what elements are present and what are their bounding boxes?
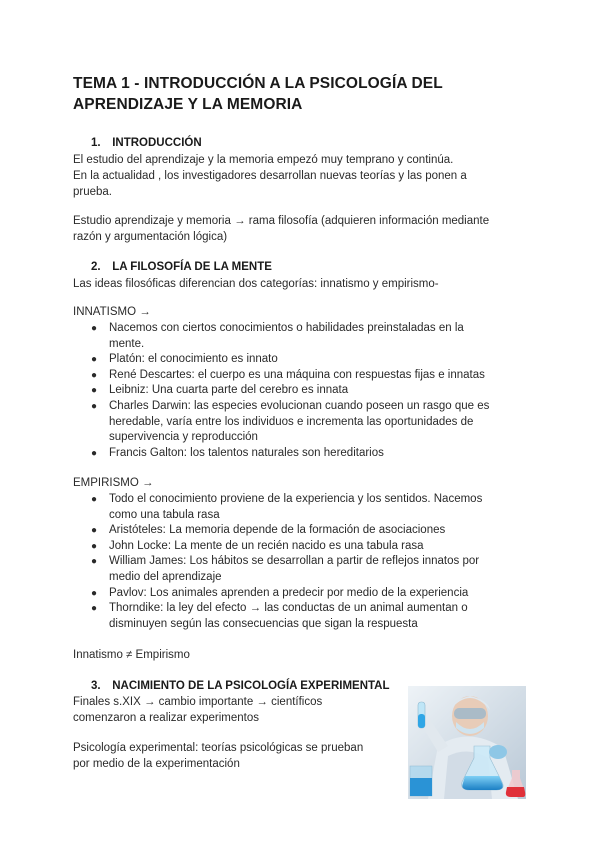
bullet-icon: ● [91, 556, 98, 568]
comparison-text: Innatismo ≠ Empirismo [73, 649, 190, 661]
section-1-paragraph-2 [73, 213, 533, 245]
bullet-icon: ● [91, 354, 98, 366]
page-title [73, 73, 543, 115]
bullet-text-line: heredable, varía entre los individuos e incrementa las oportunidades de [109, 415, 474, 428]
lab-scientist-photo [408, 686, 526, 799]
section-3-paragraph-1 [73, 694, 403, 726]
empirismo-item [73, 492, 523, 523]
innatismo-item [73, 446, 523, 462]
text-line: El estudio del aprendizaje y la memoria empezó muy temprano y continúa. [73, 154, 454, 166]
bullet-text-line: John Locke: La mente de un recién nacido es una tabula rasa [109, 539, 424, 552]
bullet-icon: ● [91, 540, 98, 552]
text-line: Estudio aprendizaje y memoria → rama filosofía (adquieren información mediante [73, 215, 490, 227]
bullet-icon: ● [91, 494, 98, 505]
section-2-heading [91, 261, 272, 273]
section-1-heading [91, 137, 202, 149]
section-3-number: 3. [91, 680, 101, 692]
bullet-text-line: Francis Galton: los talentos naturales son hereditarios [109, 446, 384, 459]
bullet-text-line: Platón: el conocimiento es innato [109, 353, 278, 366]
text-line: En la actualidad , los investigadores desarrollan nuevas teorías y las ponen a [73, 170, 467, 182]
text-line: Psicología experimental: teorías psicológicas se prueban [73, 742, 364, 754]
section-1-title: INTRODUCCIÓN [112, 137, 202, 149]
bullet-text-line: como una tabula rasa [109, 508, 220, 521]
text-line: razón y argumentación lógica) [73, 231, 228, 243]
text-line: por medio de la experimentación [73, 758, 240, 770]
innatismo-label: INNATISMO → [73, 306, 151, 318]
bullet-text-line: disminuyen según las consecuencias que sigan la respuesta [109, 617, 418, 630]
bullet-text-line: Aristóteles: La memoria depende de la formación de asociaciones [109, 524, 446, 537]
empirismo-item [73, 586, 523, 602]
bullet-text-line: mente. [109, 337, 145, 350]
bullet-icon: ● [91, 587, 98, 599]
bullet-icon: ● [91, 447, 98, 459]
text-line: prueba. [73, 186, 113, 198]
bullet-text-line: Pavlov: Los animales aprenden a predecir por medio de la experiencia [109, 586, 469, 599]
text-line: Las ideas filosóficas diferencian dos categorías: innatismo y empirismo- [73, 278, 439, 290]
section-1-number: 1. [91, 137, 101, 149]
bullet-icon: ● [91, 400, 98, 412]
innatismo-list [73, 321, 523, 461]
empirismo-item [73, 539, 523, 555]
bullet-text-line: Todo el conocimiento proviene de la experiencia y los sentidos. Nacemos [109, 493, 483, 505]
bullet-text-line: Nacemos con ciertos conocimientos o habilidades preinstaladas en la [109, 322, 464, 334]
empirismo-item [73, 554, 523, 585]
empirismo-label: EMPIRISMO → [73, 477, 154, 489]
text-line: Finales s.XIX → cambio importante → científicos [73, 696, 323, 708]
innatismo-item [73, 321, 523, 352]
page-title-line-1: TEMA 1 - INTRODUCCIÓN A LA PSICOLOGÍA DEL [73, 75, 443, 92]
page-title-line-2: APRENDIZAJE Y LA MEMORIA [73, 96, 303, 113]
bullet-text-line: Leibniz: Una cuarta parte del cerebro es innata [109, 384, 349, 397]
innatismo-item [73, 352, 523, 368]
section-2-number: 2. [91, 261, 101, 273]
innatismo-item [73, 383, 523, 399]
innatismo-item [73, 368, 523, 384]
bullet-text-line: Thorndike: la ley del efecto → las conductas de un animal aumentan o [109, 602, 468, 615]
empirismo-list [73, 492, 523, 632]
empirismo-item [73, 523, 523, 539]
bullet-text-line: medio del aprendizaje [109, 570, 222, 583]
bullet-text-line: supervivencia y reproducción [109, 431, 258, 444]
section-3-title: NACIMIENTO DE LA PSICOLOGÍA EXPERIMENTAL [112, 680, 390, 692]
bullet-icon: ● [91, 603, 98, 615]
bullet-text-line: Charles Darwin: las especies evolucionan cuando poseen un rasgo que es [109, 399, 490, 412]
empirismo-item [73, 601, 523, 632]
innatismo-item [73, 399, 523, 446]
section-3-paragraph-2 [73, 740, 403, 772]
bullet-text-line: René Descartes: el cuerpo es una máquina con respuestas fijas e innatas [109, 368, 485, 381]
bullet-icon: ● [91, 525, 98, 537]
bullet-icon: ● [91, 369, 98, 381]
bullet-icon: ● [91, 385, 98, 397]
section-3-heading [91, 680, 390, 692]
bullet-icon: ● [91, 323, 98, 334]
section-2-title: LA FILOSOFÍA DE LA MENTE [112, 261, 272, 273]
lab-scientist-illustration [408, 686, 526, 799]
bullet-text-line: William James: Los hábitos se desarrollan a partir de reflejos innatos por [109, 555, 480, 568]
section-2-intro [73, 276, 533, 292]
text-line: comenzaron a realizar experimentos [73, 712, 260, 724]
section-1-paragraph-1 [73, 152, 533, 200]
